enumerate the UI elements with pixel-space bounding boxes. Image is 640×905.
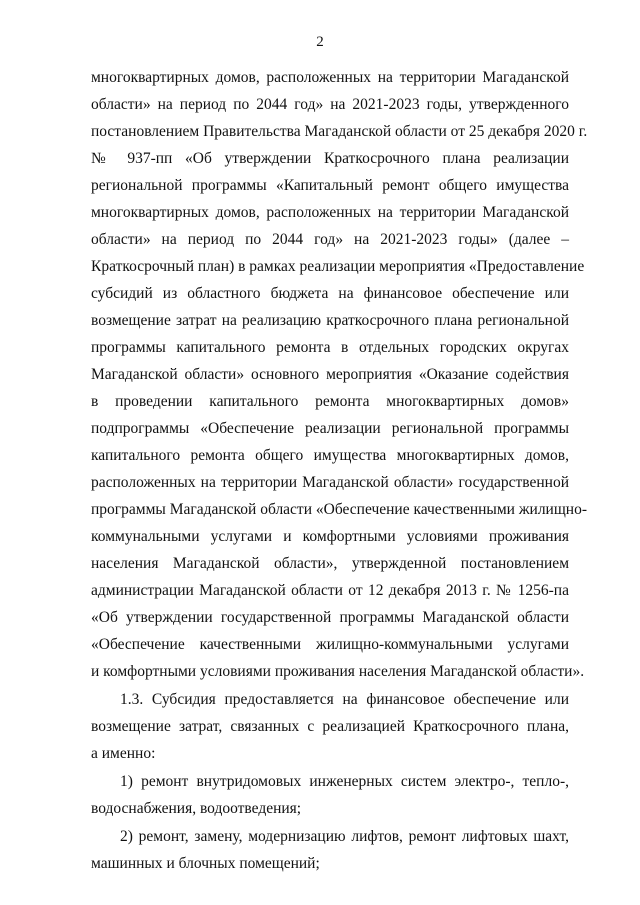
text-line: населения Магаданской области», утвержденной постановлением [91,555,569,572]
text-line: подпрограммы «Обеспечение реализации региональной программы [91,420,569,437]
text-line: субсидий из областного бюджета на финансовое обеспечение или [91,285,569,302]
text-line: «Об утверждении государственной программы Магаданской области [91,609,569,626]
text-line: многоквартирных домов, расположенных на территории Магаданской [91,204,569,221]
text-line: области» на период по 2044 год» на 2021-2023 годы» (далее – [91,231,569,248]
text-line: № 937-пп «Об утверждении Краткосрочного плана реализации [91,150,569,167]
text-line: возмещение затрат на реализацию краткосрочного плана региональной [91,312,569,329]
text-line: постановлением Правительства Магаданской области от 25 декабря 2020 г. [91,123,588,140]
text-line: программы капитального ремонта в отдельных городских округах [91,339,569,356]
text-line: коммунальными услугами и комфортными условиями проживания [91,528,569,545]
text-line: программы Магаданской области «Обеспечение качественными жилищно- [91,501,587,518]
text-line: в проведении капитального ремонта многоквартирных домов» [91,393,569,410]
text-line: многоквартирных домов, расположенных на территории Магаданской [91,69,569,86]
list-item-first-line: 2) ремонт, замену, модернизацию лифтов, ремонт лифтовых шахт, [120,828,569,845]
text-line: и комфортными условиями проживания населения Магаданской области». [91,663,585,680]
text-line: Магаданской области» основного мероприятия «Оказание содействия [91,366,569,383]
paragraph-first-line: 1.3. Субсидия предоставляется на финансовое обеспечение или [120,691,569,708]
text-line-last: а именно: [91,745,156,762]
text-line: капитального ремонта общего имущества многоквартирных домов, [91,447,569,464]
text-line: расположенных на территории Магаданской области» государственной [91,474,569,491]
text-line: «Обеспечение качественными жилищно-коммунальными услугами [91,636,569,653]
text-line: региональной программы «Капитальный ремонт общего имущества [91,177,569,194]
text-line: администрации Магаданской области от 12 декабря 2013 г. № 1256-па [91,582,569,599]
list-item-continuation: водоснабжения, водоотведения; [91,800,302,817]
page-number: 2 [316,34,324,50]
list-item-first-line: 1) ремонт внутридомовых инженерных систем электро-, тепло-, [120,773,569,790]
text-line: возмещение затрат, связанных с реализацией Краткосрочного плана, [91,718,569,735]
list-item-continuation: машинных и блочных помещений; [91,855,320,872]
text-line: области» на период по 2044 год» на 2021-2023 годы, утвержденного [91,96,569,113]
text-line: Краткосрочный план) в рамках реализации мероприятия «Предоставление [91,258,585,275]
